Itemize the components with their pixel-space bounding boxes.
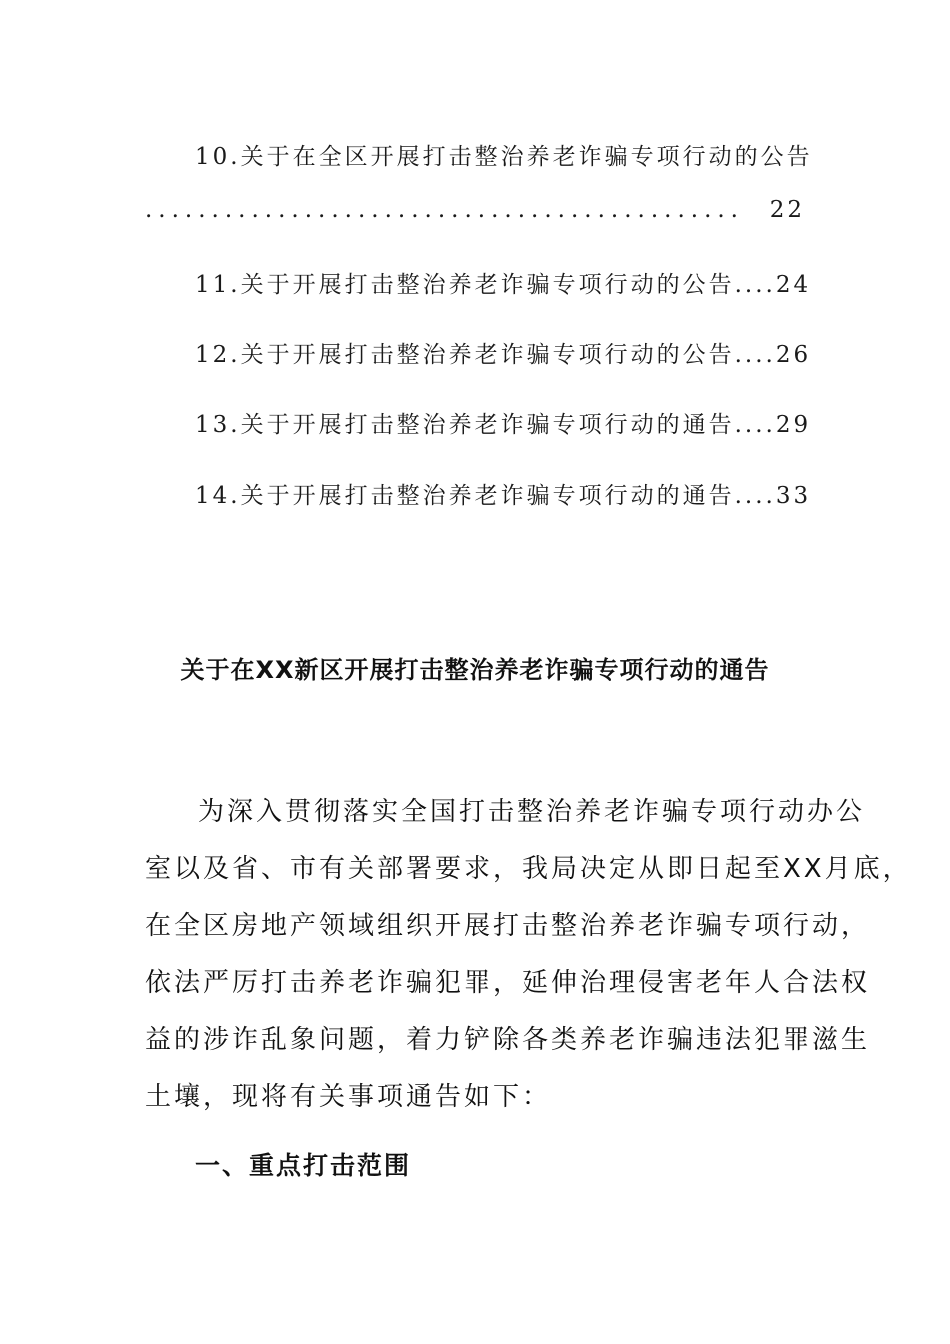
paragraph-line-3: 在全区房地产领域组织开展打击整治养老诈骗专项行动， xyxy=(145,911,871,941)
paragraph-line-5: 益的涉诈乱象问题，着力铲除各类养老诈骗违法犯罪滋生 xyxy=(145,1025,871,1055)
section-heading-1: 一、重点打击范围 xyxy=(195,1151,412,1180)
toc-entry-11[interactable]: 11.关于开展打击整治养老诈骗专项行动的公告....24 xyxy=(195,272,812,298)
toc-entry-14[interactable]: 14.关于开展打击整治养老诈骗专项行动的通告....33 xyxy=(195,483,812,509)
toc-page-number: 22 xyxy=(769,197,805,223)
paragraph-line-1: 为深入贯彻落实全国打击整治养老诈骗专项行动办公 xyxy=(198,797,866,827)
toc-entry-13[interactable]: 13.关于开展打击整治养老诈骗专项行动的通告....29 xyxy=(195,412,812,438)
toc-leader-dots: ............................................. xyxy=(145,197,744,223)
paragraph-line-4: 依法严厉打击养老诈骗犯罪，延伸治理侵害老年人合法权 xyxy=(145,968,871,998)
toc-entry-10-leader[interactable] xyxy=(145,197,805,223)
paragraph-line-6: 土壤，现将有关事项通告如下： xyxy=(145,1082,552,1112)
document-title: 关于在XX新区开展打击整治养老诈骗专项行动的通告 xyxy=(180,656,770,684)
paragraph-line-2: 室以及省、市有关部署要求，我局决定从即日起至XX月底， xyxy=(145,854,912,884)
toc-entry-12[interactable]: 12.关于开展打击整治养老诈骗专项行动的公告....26 xyxy=(195,342,812,368)
toc-entry-10[interactable]: 10.关于在全区开展打击整治养老诈骗专项行动的公告 xyxy=(195,144,813,170)
